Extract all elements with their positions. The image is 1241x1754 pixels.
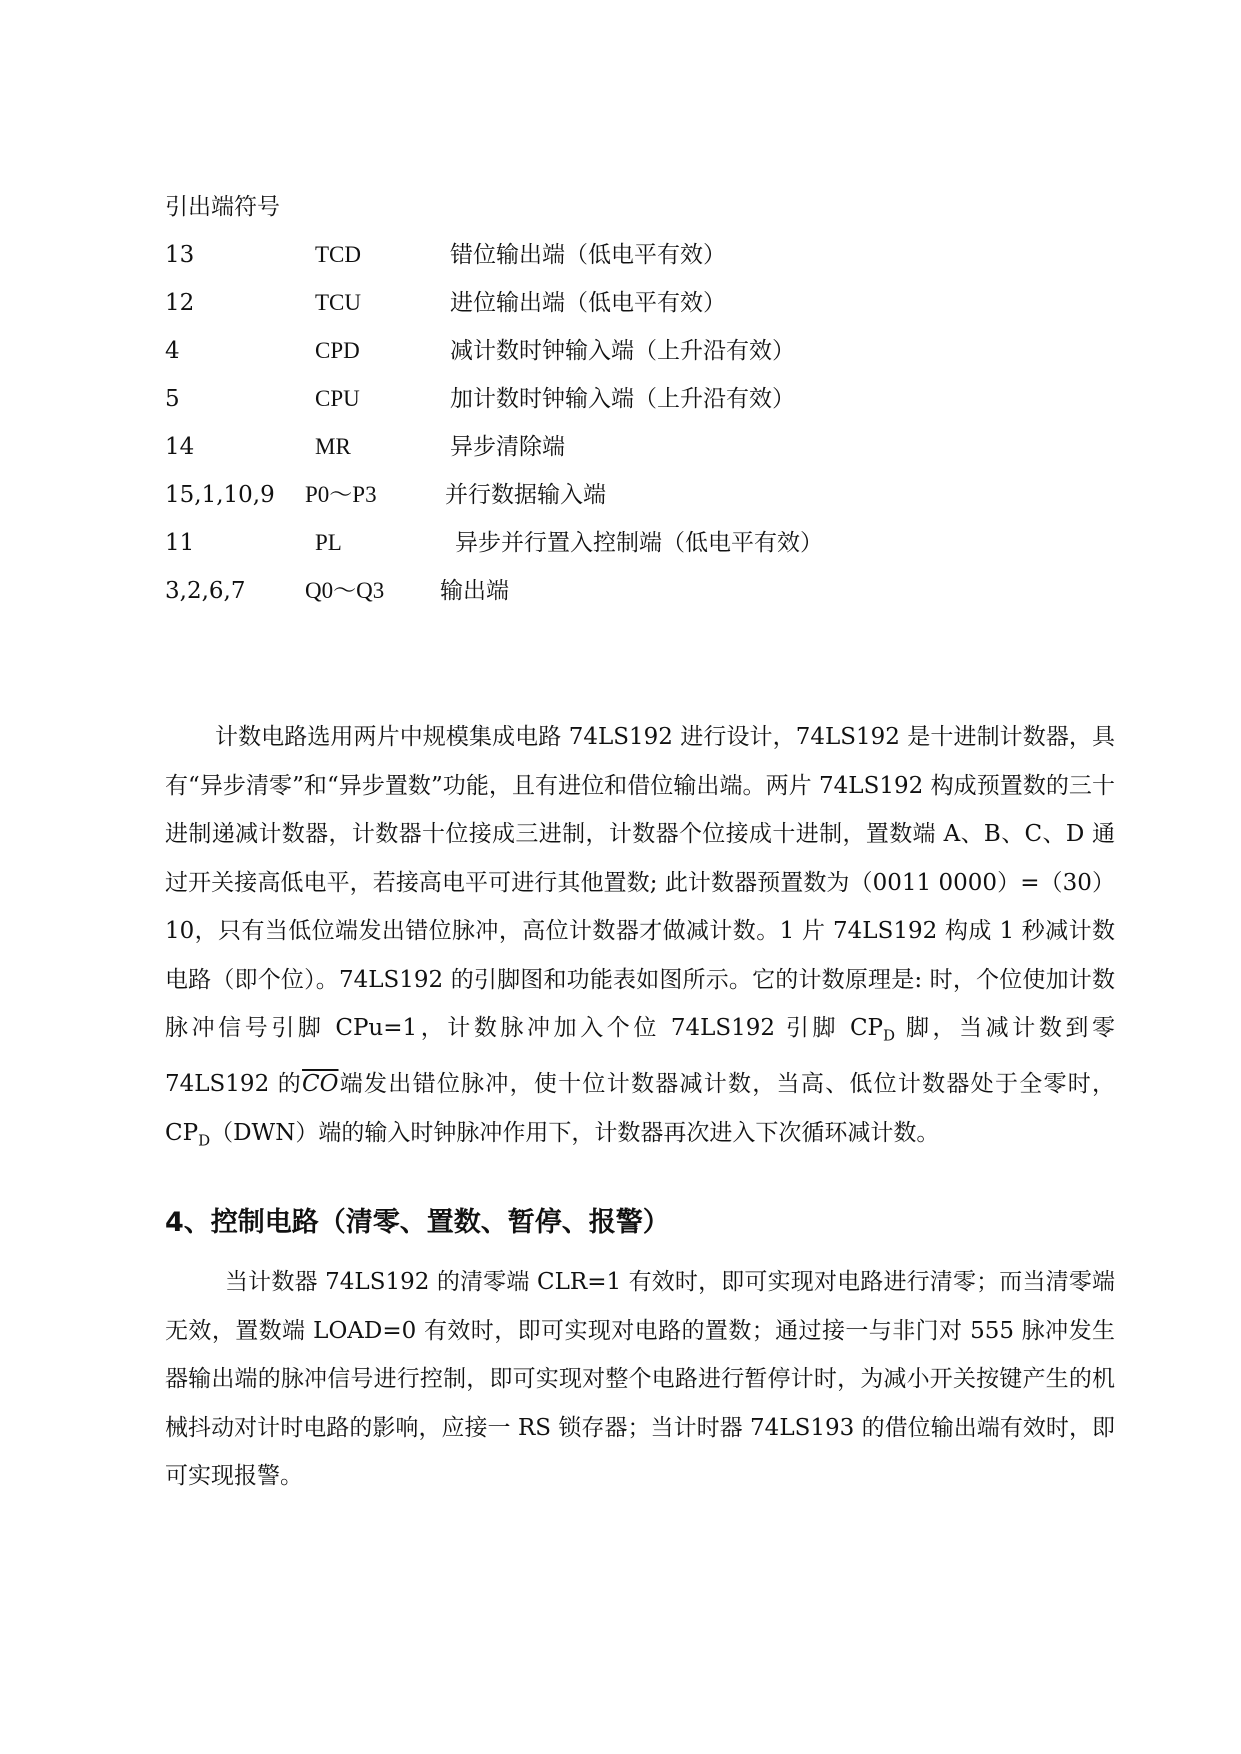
co-overline-symbol: $\overline{CO}$ [302,1071,339,1098]
pin-number: 15,1,10,9 [165,482,275,508]
pin-description: 减计数时钟输入端（上升沿有效） [450,338,795,364]
pin-symbol: Q0～Q3 [305,578,385,603]
pin-number: 14 [165,434,195,460]
pin-number: 5 [165,386,180,412]
pin-number: 3,2,6,7 [165,578,246,604]
pin-description: 进位输出端（低电平有效） [450,290,726,316]
pin-row [165,528,1065,558]
pin-row [165,240,1065,270]
paragraph-text: 端发出错位脉冲，使十位计数器减计数，当高、低位计数器处于全零时，CP [165,1071,1116,1146]
pin-number: 11 [165,530,195,556]
pin-description: 输出端 [440,578,509,604]
pin-description: 加计数时钟输入端（上升沿有效） [450,386,795,412]
pin-symbol: TCD [315,242,361,267]
pin-row [165,336,1065,366]
pin-table-header: 引出端符号 [165,194,280,220]
pin-number: 13 [165,242,195,268]
pin-symbol: P0～P3 [305,482,377,507]
subscript-d: D [883,1026,896,1045]
pin-symbol: MR [315,434,351,459]
subscript-d: D [198,1131,211,1150]
pin-row [165,432,1065,462]
pin-description: 并行数据输入端 [445,482,606,508]
control-circuit-paragraph: 当计数器 74LS192 的清零端 CLR=1 有效时，即可实现对电路进行清零；而当清零端无效，置数端 LOAD=0 有效时，即可实现对电路的置数；通过接一与非门对 555 脉冲发生器输出端的脉冲信号进行控制，即可实现对整个电路进行暂停计时，为减小开关按键产生的机械抖动对计时电路的影响，应接一 RS 锁存器；当计时器 74LS193 的借位输出端有效时，即可实现报警。 [165,1269,1115,1489]
counter-circuit-paragraph [165,713,1115,1165]
pin-symbol: CPD [315,338,360,363]
pin-number: 12 [165,290,195,316]
section-heading: 4、控制电路（清零、置数、暂停、报警） [165,1207,670,1238]
pin-row [165,480,1065,510]
pin-symbol: PL [315,530,342,555]
pin-symbol: CPU [315,386,360,411]
pin-symbol: TCU [315,290,361,315]
pin-row [165,384,1065,414]
pin-description: 异步清除端 [450,434,565,460]
pin-description: 异步并行置入控制端（低电平有效） [455,530,823,556]
paragraph-text: 脚，当减计数到零 74LS192 的 [165,1015,1115,1098]
pin-row [165,288,1065,318]
pin-description: 错位输出端（低电平有效） [450,242,726,268]
pin-row [165,576,1065,606]
paragraph-text: 计数电路选用两片中规模集成电路 74LS192 进行设计，74LS192 是十进制计数器，具有“异步清零”和“异步置数”功能，且有进位和借位输出端。两片 74LS192 构成预置数的三十进制递减计数器，计数器十位接成三进制，计数器个位接成十进制，置数端 A、B、C、D 通过开关接高低电平，若接高电平可进行其他置数; 此计数器预置数为（0011 0000）=（30）10，只有当低位端发出错位脉冲，高位计数器才做减计数。1 片 74LS192 构成 1 秒减计数电路（即个位）。74LS192 的引脚图和功能表如图所示。它的计数原理是: 时，个位使加计数脉冲信号引脚 CPu=1，计数脉冲加入个位 74LS192 引脚 CP [165,724,1115,1041]
pin-number: 4 [165,338,180,364]
paragraph-text: （DWN）端的输入时钟脉冲作用下，计数器再次进入下次循环减计数。 [210,1119,940,1146]
